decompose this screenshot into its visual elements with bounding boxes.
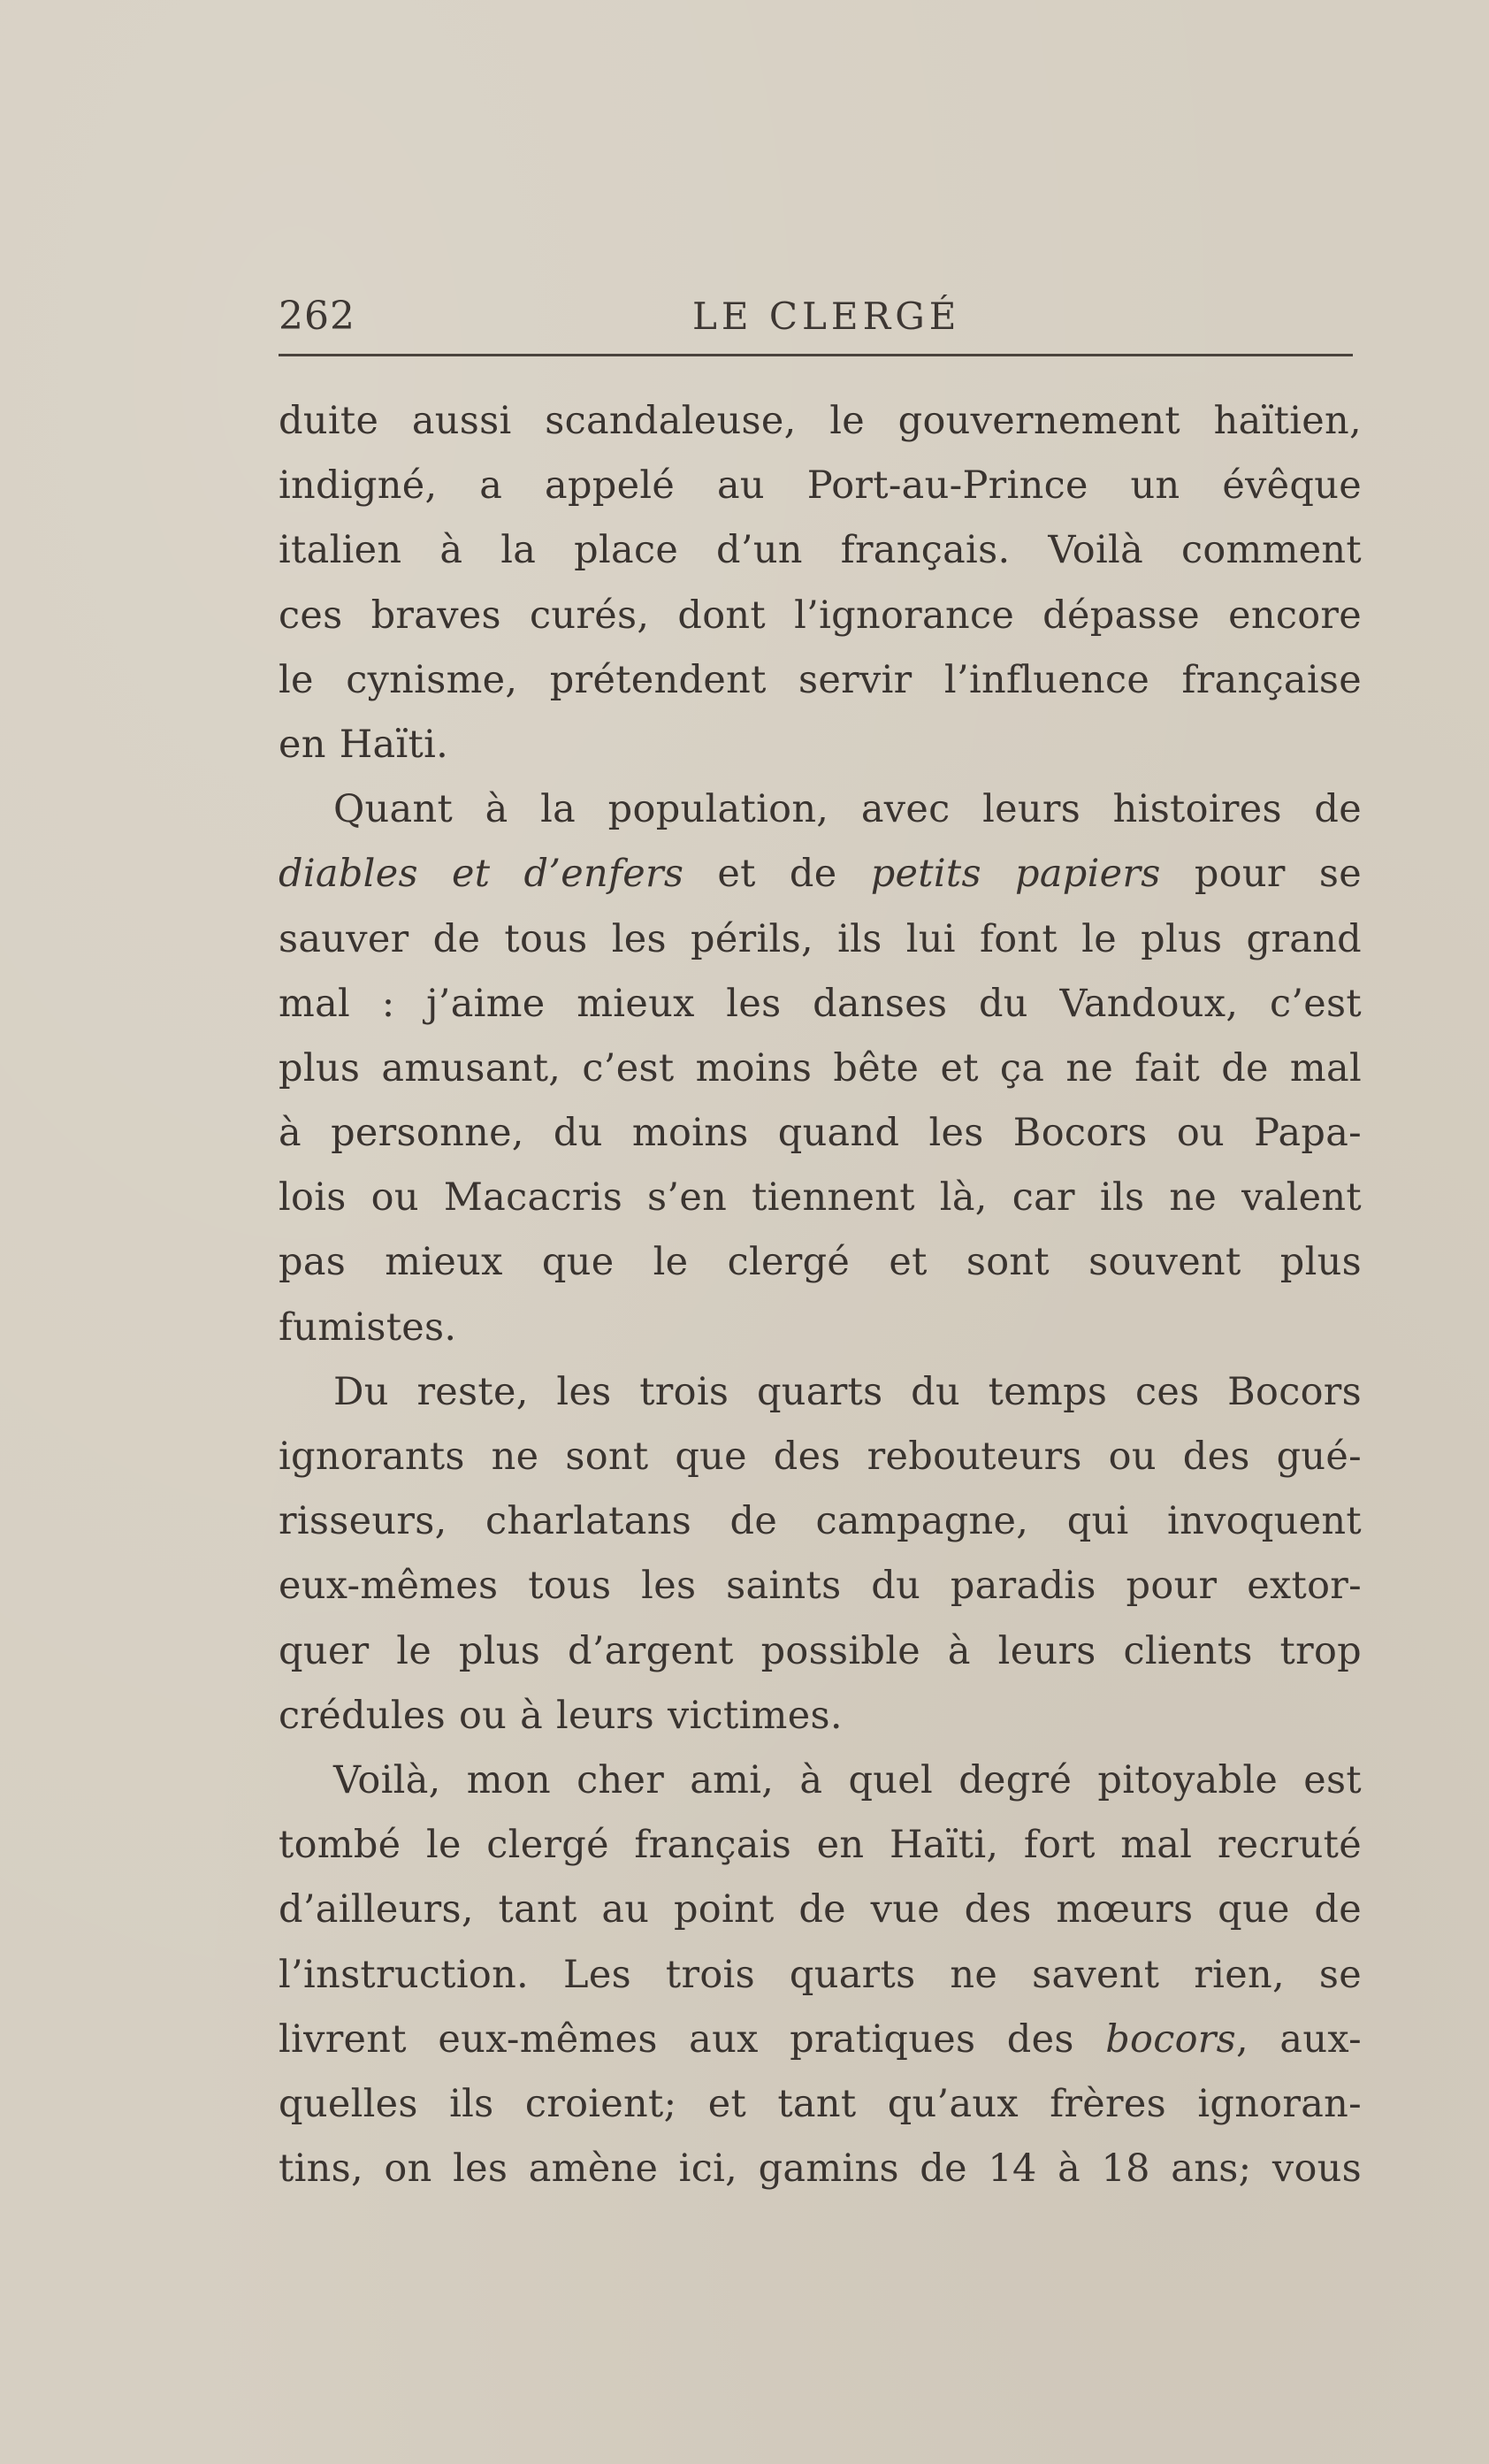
italic-text: petits papiers	[870, 852, 1161, 897]
text-line	[279, 1749, 1362, 1813]
text-run: indigné, a appelé au Port-au-Prince un évêque	[279, 463, 1362, 509]
text-run: eux-mêmes tous les saints du paradis pour extor-	[279, 1564, 1362, 1609]
page-number: 262	[279, 294, 355, 339]
text-run: l’instruction. Les trois quarts ne savent rien, se	[279, 1952, 1362, 1997]
text-line	[279, 454, 1362, 518]
text-run: Voilà, mon cher ami, à quel degré pitoyable est	[333, 1757, 1362, 1802]
italic-text: bocors	[1105, 2016, 1236, 2062]
text-run: crédules ou à leurs victimes.	[279, 1693, 843, 1738]
text-run: tombé le clergé français en Haïti, fort mal recruté	[279, 1823, 1362, 1868]
text-line	[279, 2072, 1362, 2137]
text-run: tins, on les amène ici, gamins de 14 à 18 ans; vous	[279, 2146, 1362, 2192]
text-line	[279, 907, 1362, 972]
text-line	[279, 1554, 1362, 1618]
text-line	[279, 2008, 1362, 2072]
text-run: quelles ils croient; et tant qu’aux frères ignoran-	[279, 2081, 1362, 2126]
text-run: Quant à la population, avec leurs histoires de	[333, 787, 1362, 832]
header-rule	[279, 354, 1353, 356]
text-run: pas mieux que le clergé et sont souvent plus	[279, 1240, 1362, 1285]
text-run: à personne, du moins quand les Bocors ou Papa-	[279, 1111, 1362, 1156]
text-run: sauver de tous les périls, ils lui font le plus grand	[279, 916, 1362, 961]
text-run: ignorants ne sont que des rebouteurs ou des gué-	[279, 1435, 1362, 1479]
text-line	[279, 1489, 1362, 1554]
text-line	[279, 1037, 1362, 1101]
text-line	[279, 1878, 1362, 1942]
text-line	[279, 1296, 1362, 1360]
text-run: d’ailleurs, tant au point de vue des mœurs que de	[279, 1887, 1362, 1932]
text-line	[279, 1943, 1362, 2008]
text-run: duite aussi scandaleuse, le gouvernement haïtien,	[279, 399, 1362, 443]
italic-text: diables et d’enfers	[279, 852, 684, 897]
running-head: LE CLERGÉ	[692, 295, 961, 338]
text-line	[279, 1230, 1362, 1295]
text-line	[279, 584, 1362, 648]
text-line	[279, 1360, 1362, 1425]
text-line	[279, 972, 1362, 1037]
text-line	[279, 518, 1362, 583]
text-run: italien à la place d’un français. Voilà comment	[279, 528, 1362, 573]
text-run: le cynisme, prétendent servir l’influence française	[279, 657, 1362, 702]
text-run: Du reste, les trois quarts du temps ces Bocors	[333, 1369, 1362, 1414]
text-line	[279, 1619, 1362, 1684]
text-line	[279, 1684, 1362, 1749]
body-text	[279, 389, 1362, 2201]
page-header	[279, 290, 1353, 361]
text-run: risseurs, charlatans de campagne, qui invoquent	[279, 1499, 1362, 1544]
text-run: plus amusant, c’est moins bête et ça ne fait de mal	[279, 1045, 1362, 1090]
text-run: ces braves curés, dont l’ignorance dépasse encore	[279, 593, 1362, 638]
text-line	[279, 389, 1362, 454]
text-run: lois ou Macacris s’en tiennent là, car ils ne valent	[279, 1175, 1362, 1221]
text-line	[279, 1425, 1362, 1489]
text-run: en Haïti.	[279, 722, 449, 767]
text-line	[279, 1166, 1362, 1230]
text-run: quer le plus d’argent possible à leurs clients trop	[279, 1628, 1362, 1673]
text-run: et de	[683, 852, 871, 897]
text-run: mal : j’aime mieux les danses du Vandoux, c’est	[279, 981, 1362, 1026]
text-line	[279, 842, 1362, 907]
text-line	[279, 648, 1362, 713]
text-line	[279, 2137, 1362, 2201]
text-line	[279, 777, 1362, 842]
text-line	[279, 713, 1362, 777]
text-line	[279, 1101, 1362, 1166]
text-run: pour se	[1160, 852, 1363, 897]
text-line	[279, 1813, 1362, 1878]
text-run: livrent eux-mêmes aux pratiques des	[279, 2016, 1106, 2062]
text-run: , aux-	[1236, 2016, 1362, 2062]
text-run: fumistes.	[279, 1305, 457, 1350]
